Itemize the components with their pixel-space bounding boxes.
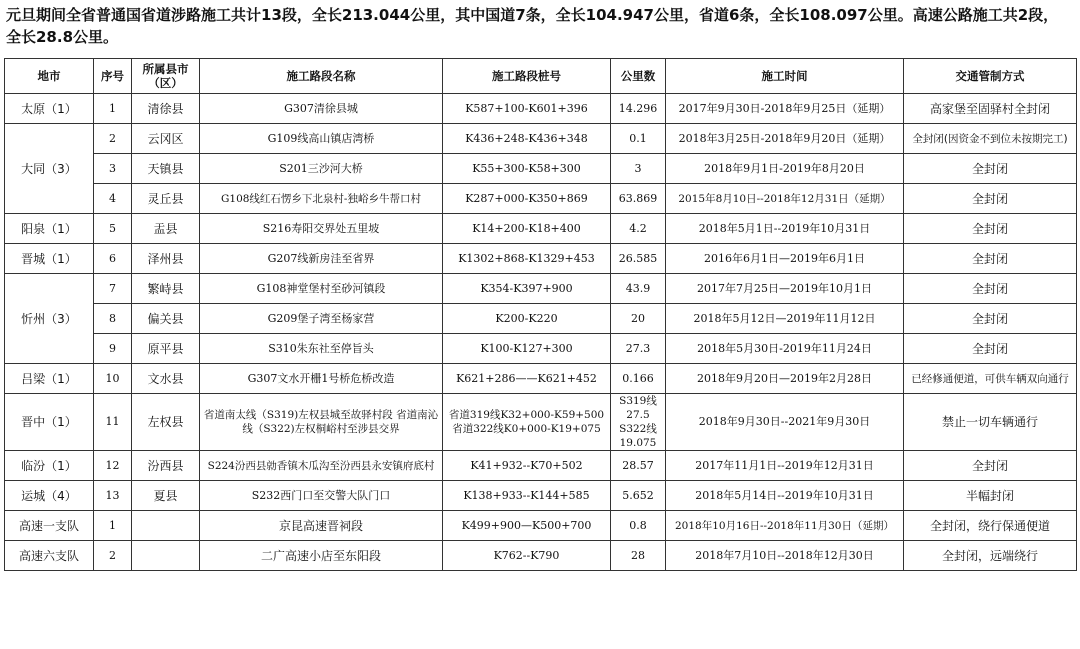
- table-row: [5, 214, 1077, 244]
- row-period: 2018年7月10日--2018年12月30日: [666, 541, 904, 571]
- table-row: [5, 451, 1077, 481]
- header-period: 施工时间: [666, 59, 904, 94]
- table-row: [5, 184, 1077, 214]
- row-km: 0.8: [611, 511, 666, 541]
- row-traffic: 全封闭(因资金不到位未按期完工): [904, 124, 1077, 154]
- row-no: 1: [94, 94, 132, 124]
- row-county: 天镇县: [132, 154, 200, 184]
- row-stake: K1302+868-K1329+453: [443, 244, 611, 274]
- row-road: S224汾西县勍香镇木瓜沟至汾西县永安镇府底村: [200, 451, 443, 481]
- row-traffic: 高家堡至固驿村全封闭: [904, 94, 1077, 124]
- row-road: S232西门口至交警大队门口: [200, 481, 443, 511]
- row-stake: K354-K397+900: [443, 274, 611, 304]
- row-km: 3: [611, 154, 666, 184]
- row-period: 2018年9月1日-2019年8月20日: [666, 154, 904, 184]
- row-km: 26.585: [611, 244, 666, 274]
- row-period: 2018年9月20日—2019年2月28日: [666, 364, 904, 394]
- row-traffic: 全封闭: [904, 184, 1077, 214]
- row-stake: K138+933--K144+585: [443, 481, 611, 511]
- header-stake: 施工路段桩号: [443, 59, 611, 94]
- row-traffic: 禁止一切车辆通行: [904, 394, 1077, 451]
- row-road: 二广高速小店至东阳段: [200, 541, 443, 571]
- header-city: 地市: [5, 59, 94, 94]
- row-county: [132, 541, 200, 571]
- row-traffic: 全封闭: [904, 154, 1077, 184]
- row-county: 原平县: [132, 334, 200, 364]
- row-stake: K621+286——K621+452: [443, 364, 611, 394]
- city-cell: 临汾（1）: [5, 451, 94, 481]
- row-period: 2015年8月10日--2018年12月31日（延期）: [666, 184, 904, 214]
- row-county: 泽州县: [132, 244, 200, 274]
- row-stake: K200-K220: [443, 304, 611, 334]
- city-cell: 高速六支队: [5, 541, 94, 571]
- row-road: 京昆高速晋祠段: [200, 511, 443, 541]
- row-county: 夏县: [132, 481, 200, 511]
- city-cell: 大同（3）: [5, 124, 94, 214]
- row-period: 2018年5月30日-2019年11月24日: [666, 334, 904, 364]
- row-km: 0.1: [611, 124, 666, 154]
- row-traffic: 全封闭: [904, 274, 1077, 304]
- row-no: 1: [94, 511, 132, 541]
- row-period: 2017年7月25日—2019年10月1日: [666, 274, 904, 304]
- row-road: S310朱东社至停旨头: [200, 334, 443, 364]
- row-stake: K587+100-K601+396: [443, 94, 611, 124]
- table-row: [5, 94, 1077, 124]
- row-km: 4.2: [611, 214, 666, 244]
- row-county: 灵丘县: [132, 184, 200, 214]
- city-cell: 忻州（3）: [5, 274, 94, 364]
- row-traffic: 半幅封闭: [904, 481, 1077, 511]
- city-cell: 晋城（1）: [5, 244, 94, 274]
- row-period: 2018年5月14日--2019年10月31日: [666, 481, 904, 511]
- row-no: 7: [94, 274, 132, 304]
- row-road: S216寿阳交界处五里坡: [200, 214, 443, 244]
- row-period: 2018年9月30日--2021年9月30日: [666, 394, 904, 451]
- table-row: [5, 511, 1077, 541]
- row-no: 4: [94, 184, 132, 214]
- row-no: 13: [94, 481, 132, 511]
- city-cell: 阳泉（1）: [5, 214, 94, 244]
- row-road: G209堡子湾至杨家营: [200, 304, 443, 334]
- row-traffic: 全封闭，绕行保通便道: [904, 511, 1077, 541]
- header-road: 施工路段名称: [200, 59, 443, 94]
- row-stake: K762--K790: [443, 541, 611, 571]
- row-period: 2018年5月1日--2019年10月31日: [666, 214, 904, 244]
- table-row: [5, 124, 1077, 154]
- row-stake: K55+300-K58+300: [443, 154, 611, 184]
- table-row: [5, 334, 1077, 364]
- row-road: G109线高山镇店湾桥: [200, 124, 443, 154]
- row-km: 5.652: [611, 481, 666, 511]
- header-county: 所属县市（区）: [132, 59, 200, 94]
- header-traffic: 交通管制方式: [904, 59, 1077, 94]
- page-title: 元旦期间全省普通国省道涉路施工共计13段，全长213.044公里，其中国道7条，全长104.947公里，省道6条，全长108.097公里。高速公路施工共2段，全长28.8公里。: [6, 6, 1059, 46]
- row-period: 2018年5月12日—2019年11月12日: [666, 304, 904, 334]
- row-km: S319线 27.5 S322线 19.075: [611, 394, 666, 451]
- row-no: 2: [94, 124, 132, 154]
- row-county: 汾西县: [132, 451, 200, 481]
- row-road: S201三沙河大桥: [200, 154, 443, 184]
- row-km: 14.296: [611, 94, 666, 124]
- table-row: [5, 541, 1077, 571]
- row-no: 10: [94, 364, 132, 394]
- row-traffic: 全封闭: [904, 304, 1077, 334]
- row-county: 偏关县: [132, 304, 200, 334]
- row-road: G207线新房洼至省界: [200, 244, 443, 274]
- city-cell: 太原（1）: [5, 94, 94, 124]
- row-county: 清徐县: [132, 94, 200, 124]
- row-road: G307清徐县城: [200, 94, 443, 124]
- city-cell: 高速一支队: [5, 511, 94, 541]
- row-county: 盂县: [132, 214, 200, 244]
- row-period: 2018年3月25日-2018年9月20日（延期）: [666, 124, 904, 154]
- row-km: 20: [611, 304, 666, 334]
- city-cell: 运城（4）: [5, 481, 94, 511]
- row-stake: K100-K127+300: [443, 334, 611, 364]
- row-km: 0.166: [611, 364, 666, 394]
- table-row: [5, 364, 1077, 394]
- row-traffic: 全封闭: [904, 451, 1077, 481]
- row-km: 28.57: [611, 451, 666, 481]
- table-row: [5, 244, 1077, 274]
- row-no: 12: [94, 451, 132, 481]
- row-period: 2016年6月1日—2019年6月1日: [666, 244, 904, 274]
- row-stake: K436+248-K436+348: [443, 124, 611, 154]
- table-header-row: [5, 59, 1077, 94]
- construction-table: [4, 58, 1077, 571]
- row-county: 文水县: [132, 364, 200, 394]
- row-county: 云冈区: [132, 124, 200, 154]
- row-no: 9: [94, 334, 132, 364]
- row-county: 繁峙县: [132, 274, 200, 304]
- row-no: 5: [94, 214, 132, 244]
- row-traffic: 全封闭: [904, 334, 1077, 364]
- table-row: [5, 274, 1077, 304]
- header-km: 公里数: [611, 59, 666, 94]
- row-county: 左权县: [132, 394, 200, 451]
- row-traffic: 全封闭: [904, 244, 1077, 274]
- row-road: G108线红石愣乡下北泉村-独峪乡牛帮口村: [200, 184, 443, 214]
- table-row: [5, 154, 1077, 184]
- row-no: 11: [94, 394, 132, 451]
- row-no: 6: [94, 244, 132, 274]
- row-traffic: 已经修通便道，可供车辆双向通行: [904, 364, 1077, 394]
- header-no: 序号: [94, 59, 132, 94]
- row-period: 2017年9月30日-2018年9月25日（延期）: [666, 94, 904, 124]
- row-road: 省道南太线（S319)左权县城至故驿村段 省道南沁线（S322)左权桐峪村至涉县交界: [200, 394, 443, 451]
- row-traffic: 全封闭: [904, 214, 1077, 244]
- row-km: 28: [611, 541, 666, 571]
- row-stake: 省道319线K32+000-K59+500 省道322线K0+000-K19+075: [443, 394, 611, 451]
- row-traffic: 全封闭，远端绕行: [904, 541, 1077, 571]
- city-cell: 吕梁（1）: [5, 364, 94, 394]
- table-row: [5, 304, 1077, 334]
- row-km: 43.9: [611, 274, 666, 304]
- row-county: [132, 511, 200, 541]
- row-stake: K14+200-K18+400: [443, 214, 611, 244]
- table-row: [5, 394, 1077, 451]
- row-period: 2018年10月16日--2018年11月30日（延期）: [666, 511, 904, 541]
- city-cell: 晋中（1）: [5, 394, 94, 451]
- row-road: G307文水开栅1号桥危桥改造: [200, 364, 443, 394]
- row-km: 63.869: [611, 184, 666, 214]
- row-road: G108神堂堡村至砂河镇段: [200, 274, 443, 304]
- row-stake: K499+900—K500+700: [443, 511, 611, 541]
- row-no: 8: [94, 304, 132, 334]
- row-stake: K287+000-K350+869: [443, 184, 611, 214]
- row-period: 2017年11月1日--2019年12月31日: [666, 451, 904, 481]
- row-no: 2: [94, 541, 132, 571]
- table-row: [5, 481, 1077, 511]
- row-no: 3: [94, 154, 132, 184]
- row-km: 27.3: [611, 334, 666, 364]
- row-stake: K41+932--K70+502: [443, 451, 611, 481]
